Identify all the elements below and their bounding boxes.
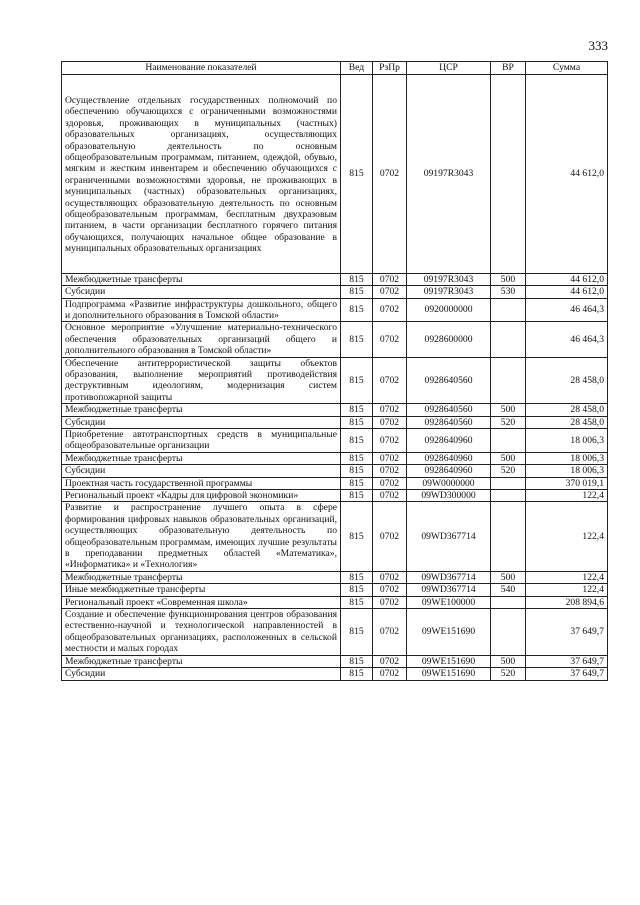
cell-rzpr: 0702 bbox=[373, 75, 407, 274]
cell-rzpr: 0702 bbox=[373, 571, 407, 583]
cell-rzpr: 0702 bbox=[373, 357, 407, 404]
table-row bbox=[62, 655, 608, 667]
table-row bbox=[62, 584, 608, 596]
cell-name: Подпрограмма «Развитие инфраструктуры дошкольного, общего и дополнительного образования в Томской области» bbox=[62, 298, 341, 322]
cell-sum: 28 458,0 bbox=[526, 404, 608, 416]
cell-sum: 44 612,0 bbox=[526, 273, 608, 285]
table-row bbox=[62, 477, 608, 489]
cell-csr: 09197R3043 bbox=[407, 286, 491, 298]
cell-vr bbox=[491, 322, 526, 357]
cell-name: Межбюджетные трансферты bbox=[62, 273, 341, 285]
table-row bbox=[62, 298, 608, 322]
cell-ved: 815 bbox=[341, 452, 373, 464]
cell-csr: 09WD367714 bbox=[407, 571, 491, 583]
cell-sum: 37 649,7 bbox=[526, 609, 608, 656]
table-row bbox=[62, 404, 608, 416]
cell-vr bbox=[491, 298, 526, 322]
cell-csr: 0920000000 bbox=[407, 298, 491, 322]
cell-vr bbox=[491, 75, 526, 274]
cell-ved: 815 bbox=[341, 322, 373, 357]
cell-name: Приобретение автотранспортных средств в муниципальные общеобразовательные организации bbox=[62, 428, 341, 452]
cell-csr: 09197R3043 bbox=[407, 75, 491, 274]
cell-name: Основное мероприятие «Улучшение материально-технического обеспечения образовательных организаций общего и дополнительного образования в Томской области» bbox=[62, 322, 341, 357]
cell-ved: 815 bbox=[341, 596, 373, 608]
cell-csr: 09W0000000 bbox=[407, 477, 491, 489]
cell-rzpr: 0702 bbox=[373, 609, 407, 656]
table-row bbox=[62, 465, 608, 477]
cell-ved: 815 bbox=[341, 477, 373, 489]
cell-vr: 500 bbox=[491, 655, 526, 667]
cell-name: Осуществление отдельных государственных полномочий по обеспечению обучающихся с ограниченными возможностями здоровья, проживающих в муниципальных (частных) образовательных организациях, осуществляющих образовательную деятельность по основным общеобразовательным программам, питанием, одеждой, обувью, мягким и жестким инвентарем и обеспечению обучающихся с ограниченными возможностями здоровья, не проживающих в муниципальных (частных) образовательных организациях, осуществляющих образовательную деятельность по основным общеобразовательным программам, бесплатным двухразовым питанием, в части организации бесплатного горячего питания обучающихся, получающих начальное общее образование в муниципальных образовательных организациях bbox=[62, 75, 341, 274]
cell-name: Межбюджетные трансферты bbox=[62, 655, 341, 667]
cell-vr bbox=[491, 357, 526, 404]
cell-vr: 540 bbox=[491, 584, 526, 596]
cell-ved: 815 bbox=[341, 286, 373, 298]
cell-sum: 18 006,3 bbox=[526, 465, 608, 477]
cell-vr: 500 bbox=[491, 571, 526, 583]
table-row bbox=[62, 357, 608, 404]
cell-vr: 520 bbox=[491, 668, 526, 680]
table-row bbox=[62, 502, 608, 571]
cell-ved: 815 bbox=[341, 465, 373, 477]
cell-name: Создание и обеспечение функционирования центров образования естественно-научной и технологической направленностей в общеобразовательных организациях, расположенных в сельской местности и малых городах bbox=[62, 609, 341, 656]
cell-ved: 815 bbox=[341, 404, 373, 416]
table-row bbox=[62, 273, 608, 285]
cell-ved: 815 bbox=[341, 668, 373, 680]
cell-csr: 0928600000 bbox=[407, 322, 491, 357]
cell-vr: 500 bbox=[491, 452, 526, 464]
budget-table bbox=[61, 61, 608, 681]
cell-sum: 122,4 bbox=[526, 571, 608, 583]
cell-sum: 37 649,7 bbox=[526, 668, 608, 680]
cell-sum: 44 612,0 bbox=[526, 75, 608, 274]
cell-csr: 09WE151690 bbox=[407, 609, 491, 656]
cell-sum: 44 612,0 bbox=[526, 286, 608, 298]
cell-rzpr: 0702 bbox=[373, 584, 407, 596]
cell-ved: 815 bbox=[341, 273, 373, 285]
cell-vr bbox=[491, 596, 526, 608]
cell-ved: 815 bbox=[341, 428, 373, 452]
col-header-vr: ВР bbox=[491, 62, 526, 75]
table-row bbox=[62, 609, 608, 656]
cell-ved: 815 bbox=[341, 490, 373, 502]
cell-csr: 09WE100000 bbox=[407, 596, 491, 608]
cell-sum: 28 458,0 bbox=[526, 416, 608, 428]
col-header-name: Наименование показателей bbox=[62, 62, 341, 75]
cell-sum: 18 006,3 bbox=[526, 452, 608, 464]
cell-rzpr: 0702 bbox=[373, 273, 407, 285]
cell-csr: 09WE151690 bbox=[407, 668, 491, 680]
cell-sum: 46 464,3 bbox=[526, 298, 608, 322]
cell-rzpr: 0702 bbox=[373, 452, 407, 464]
cell-name: Субсидии bbox=[62, 416, 341, 428]
cell-name: Иные межбюджетные трансферты bbox=[62, 584, 341, 596]
cell-csr: 09WD367714 bbox=[407, 502, 491, 571]
table-row bbox=[62, 668, 608, 680]
cell-name: Межбюджетные трансферты bbox=[62, 452, 341, 464]
cell-sum: 18 006,3 bbox=[526, 428, 608, 452]
cell-rzpr: 0702 bbox=[373, 404, 407, 416]
cell-vr: 520 bbox=[491, 416, 526, 428]
cell-name: Субсидии bbox=[62, 668, 341, 680]
cell-rzpr: 0702 bbox=[373, 428, 407, 452]
cell-ved: 815 bbox=[341, 298, 373, 322]
cell-sum: 122,4 bbox=[526, 502, 608, 571]
cell-ved: 815 bbox=[341, 655, 373, 667]
cell-rzpr: 0702 bbox=[373, 465, 407, 477]
table-row bbox=[62, 452, 608, 464]
cell-rzpr: 0702 bbox=[373, 416, 407, 428]
table-row bbox=[62, 286, 608, 298]
cell-name: Межбюджетные трансферты bbox=[62, 571, 341, 583]
cell-csr: 09WD300000 bbox=[407, 490, 491, 502]
cell-ved: 815 bbox=[341, 609, 373, 656]
cell-name: Субсидии bbox=[62, 465, 341, 477]
cell-vr bbox=[491, 490, 526, 502]
cell-ved: 815 bbox=[341, 75, 373, 274]
cell-name: Обеспечение антитеррористической защиты объектов образования, выполнение мероприятий противодействия деструктивным идеологиям, модернизация систем противопожарной защиты bbox=[62, 357, 341, 404]
col-header-sum: Сумма bbox=[526, 62, 608, 75]
cell-ved: 815 bbox=[341, 416, 373, 428]
cell-ved: 815 bbox=[341, 502, 373, 571]
cell-csr: 09WE151690 bbox=[407, 655, 491, 667]
cell-vr bbox=[491, 428, 526, 452]
cell-name: Региональный проект «Современная школа» bbox=[62, 596, 341, 608]
cell-rzpr: 0702 bbox=[373, 286, 407, 298]
table-row bbox=[62, 322, 608, 357]
cell-name: Межбюджетные трансферты bbox=[62, 404, 341, 416]
cell-sum: 208 894,6 bbox=[526, 596, 608, 608]
cell-vr: 500 bbox=[491, 273, 526, 285]
cell-csr: 09WD367714 bbox=[407, 584, 491, 596]
cell-sum: 37 649,7 bbox=[526, 655, 608, 667]
cell-rzpr: 0702 bbox=[373, 298, 407, 322]
cell-csr: 0928640560 bbox=[407, 404, 491, 416]
cell-sum: 28 458,0 bbox=[526, 357, 608, 404]
table-row bbox=[62, 416, 608, 428]
cell-sum: 122,4 bbox=[526, 490, 608, 502]
cell-sum: 370 019,1 bbox=[526, 477, 608, 489]
cell-csr: 09197R3043 bbox=[407, 273, 491, 285]
cell-csr: 0928640560 bbox=[407, 416, 491, 428]
table-body bbox=[62, 75, 608, 681]
page-number: 333 bbox=[588, 38, 608, 53]
cell-name: Развитие и распространение лучшего опыта в сфере формирования цифровых навыков образовательных организаций, осуществляющих образовательную деятельность по общеобразовательным программам, имеющих лучшие результаты в преподавании предметных областей «Математика», «Информатика» и «Технология» bbox=[62, 502, 341, 571]
cell-vr bbox=[491, 609, 526, 656]
table-row bbox=[62, 490, 608, 502]
cell-csr: 0928640960 bbox=[407, 428, 491, 452]
cell-csr: 0928640960 bbox=[407, 452, 491, 464]
col-header-ved: Вед bbox=[341, 62, 373, 75]
cell-rzpr: 0702 bbox=[373, 668, 407, 680]
cell-rzpr: 0702 bbox=[373, 322, 407, 357]
cell-rzpr: 0702 bbox=[373, 655, 407, 667]
cell-name: Региональный проект «Кадры для цифровой экономики» bbox=[62, 490, 341, 502]
table-row bbox=[62, 75, 608, 274]
cell-vr: 500 bbox=[491, 404, 526, 416]
table-header bbox=[62, 62, 608, 75]
cell-rzpr: 0702 bbox=[373, 502, 407, 571]
table-row bbox=[62, 428, 608, 452]
cell-vr: 520 bbox=[491, 465, 526, 477]
cell-sum: 122,4 bbox=[526, 584, 608, 596]
cell-csr: 0928640560 bbox=[407, 357, 491, 404]
cell-rzpr: 0702 bbox=[373, 596, 407, 608]
cell-sum: 46 464,3 bbox=[526, 322, 608, 357]
cell-vr bbox=[491, 477, 526, 489]
cell-name: Субсидии bbox=[62, 286, 341, 298]
cell-csr: 0928640960 bbox=[407, 465, 491, 477]
cell-ved: 815 bbox=[341, 571, 373, 583]
cell-rzpr: 0702 bbox=[373, 477, 407, 489]
cell-ved: 815 bbox=[341, 357, 373, 404]
cell-ved: 815 bbox=[341, 584, 373, 596]
table-row bbox=[62, 571, 608, 583]
cell-vr: 530 bbox=[491, 286, 526, 298]
cell-rzpr: 0702 bbox=[373, 490, 407, 502]
cell-vr bbox=[491, 502, 526, 571]
table-row bbox=[62, 596, 608, 608]
col-header-csr: ЦСР bbox=[407, 62, 491, 75]
cell-name: Проектная часть государственной программы bbox=[62, 477, 341, 489]
col-header-rzpr: РзПр bbox=[373, 62, 407, 75]
